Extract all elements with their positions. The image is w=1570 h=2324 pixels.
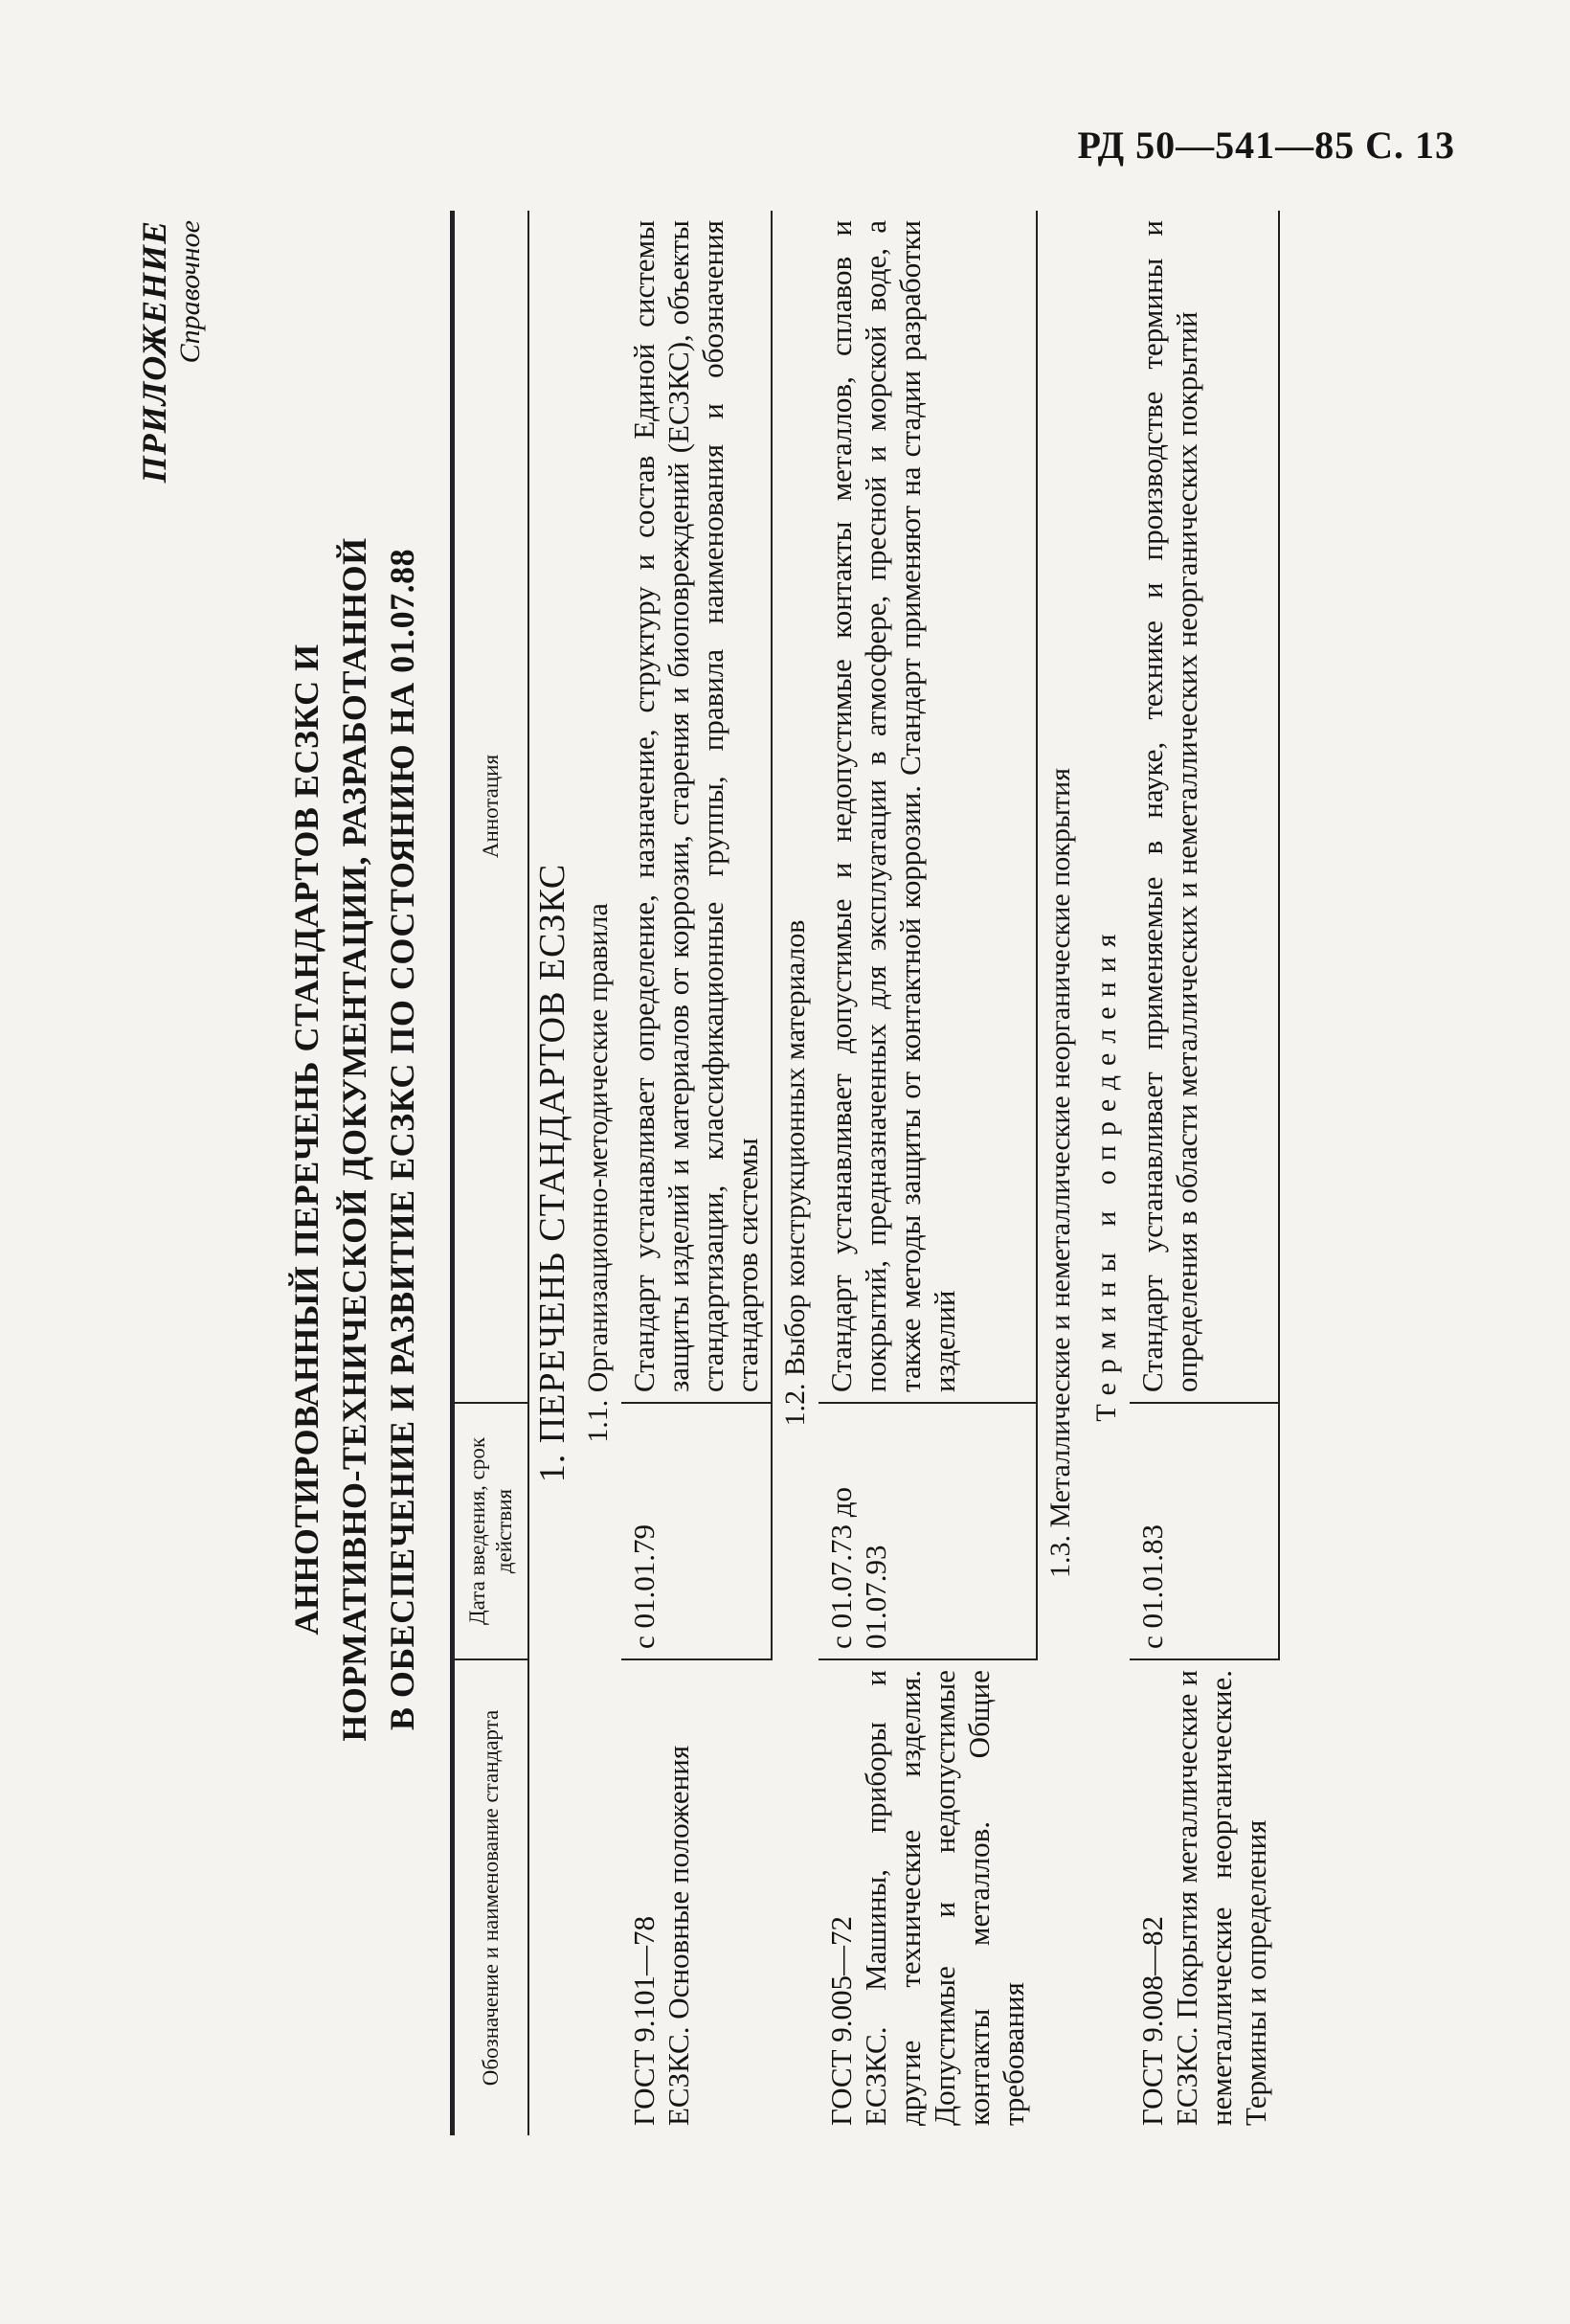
header-date: Дата введения, срок действия — [453, 1403, 529, 1659]
subsection-heading-1-1: 1.1. Организационно-методические правила — [582, 903, 614, 1443]
table-row — [819, 211, 1037, 2135]
subsection-row — [772, 211, 819, 2135]
appendix-subtitle: Справочное — [174, 220, 206, 364]
subsection-heading-1-3: 1.3. Металлические и неметаллические неорганические покрытия — [1044, 768, 1076, 1579]
standards-table — [450, 211, 1280, 2135]
table-header-row — [453, 211, 529, 2135]
document-title — [282, 393, 426, 1886]
standard-name: ЕСЗКС. Машины, приборы и другие технические изделия. Допустимые и недопустимые контакты металлов. Общие требования — [859, 1670, 1030, 2126]
terms-heading: Термины и определения — [1090, 924, 1122, 1422]
page-header: РД 50—541—85 С. 13 — [1077, 124, 1455, 167]
subsection-row — [1037, 211, 1084, 2135]
rotated-page-content — [134, 182, 1474, 2135]
standard-cell — [621, 1659, 772, 2135]
standard-code: ГОСТ 9.008—82 — [1135, 1915, 1169, 2126]
annotation-cell: Стандарт устанавливает допустимые и недопустимые контакты металлов, сплавов и покрытий, предназначенных для эксплуатации в атмосфере, пресной и морской воде, а также методы защиты от контактной коррозии. Стандарт применяют на стадии разработки изделий — [819, 211, 1037, 1403]
standard-cell — [1130, 1659, 1279, 2135]
date-cell: с 01.01.83 — [1130, 1403, 1279, 1659]
subsection-heading-1-2: 1.2. Выбор конструкционных материалов — [779, 919, 811, 1427]
annotation-cell: Стандарт устанавливает применяемые в науке, технике и производстве термины и определения в области металлических и неметаллических неорганических покрытий — [1130, 211, 1279, 1403]
section-heading: 1. ПЕРЕЧЕНЬ СТАНДАРТОВ ЕСЗКС — [532, 863, 572, 1483]
annotation-cell: Стандарт устанавливает определение, назначение, структуру и состав Единой системы защиты изделий и материалов от коррозии, старения и биоповреждений (ЕСЗКС), объекты стандартизации, классификационные группы, правила наименования и обозначения стандартов системы — [621, 211, 772, 1403]
section-heading-row — [528, 211, 575, 2135]
header-designation: Обозначение и наименование стандарта — [453, 1659, 529, 2135]
standard-code: ГОСТ 9.005—72 — [824, 1915, 858, 2126]
header-annotation: Аннотация — [453, 211, 529, 1403]
standard-code: ГОСТ 9.101—78 — [627, 1915, 661, 2126]
standard-cell — [819, 1659, 1037, 2135]
terms-heading-row — [1084, 211, 1130, 2135]
standard-name: ЕСЗКС. Покрытия металлические и неметаллические неорганические. Термины и определения — [1170, 1670, 1272, 2126]
table-row — [1130, 211, 1279, 2135]
subsection-row — [575, 211, 621, 2135]
title-line-1: АННОТИРОВАННЫЙ ПЕРЕЧЕНЬ СТАНДАРТОВ ЕСЗКС И — [287, 643, 325, 1636]
appendix-label — [134, 220, 207, 483]
title-line-3: В ОБЕСПЕЧЕНИЕ И РАЗВИТИЕ ЕСЗКС ПО СОСТОЯНИЮ НА 01.07.88 — [383, 548, 421, 1731]
date-cell: с 01.01.79 — [621, 1403, 772, 1659]
title-line-2: НОРМАТИВНО-ТЕХНИЧЕСКОЙ ДОКУМЕНТАЦИИ, РАЗРАБОТАННОЙ — [335, 537, 373, 1742]
standard-name: ЕСЗКС. Основные положения — [662, 1745, 695, 2126]
appendix-title: ПРИЛОЖЕНИЕ — [135, 220, 173, 484]
date-cell: с 01.07.73 до 01.07.93 — [819, 1403, 1037, 1659]
table-row — [621, 211, 772, 2135]
